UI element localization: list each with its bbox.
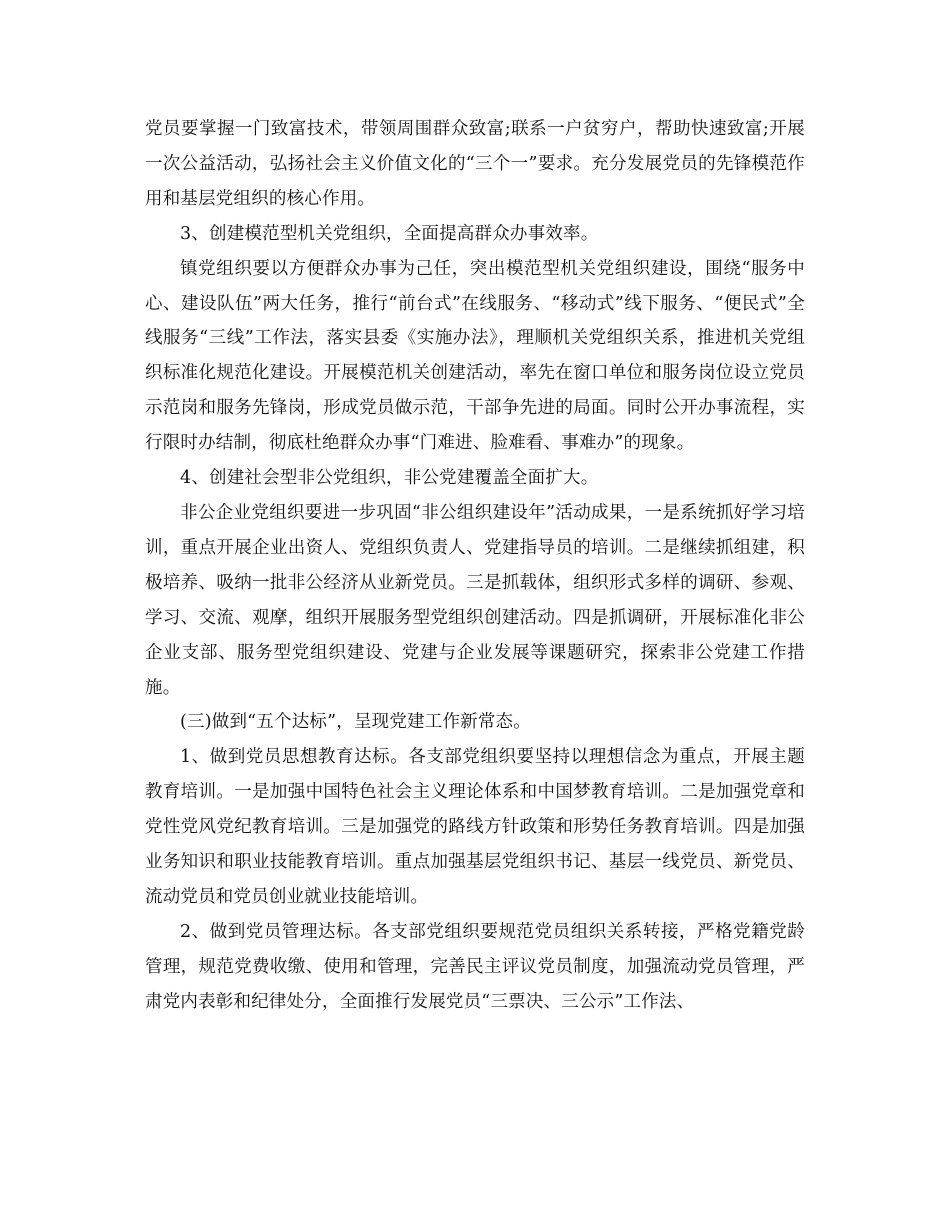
paragraph-party-members-wealth: 党员要掌握一门致富技术，带领周围群众致富;联系一户贫穷户，帮助快速致富;开展一次公益活动，弘扬社会主义价值文化的“三个一”要求。充分发展党员的先锋模范作用和基层党组织的核心作用。 — [145, 119, 805, 209]
heading-model-organ-party: 3、创建模范型机关党组织，全面提高群众办事效率。 — [180, 223, 599, 244]
paragraph-member-management: 2、做到党员管理达标。各支部党组织要规范党员组织关系转接，严格党籍党龄管理，规范党费收缴、使用和管理，完善民主评议党员制度，加强流动党员管理，严肃党内表彰和纪律处分，全面推行发展党员“三票决、三公示”工作法、 — [145, 921, 805, 1012]
paragraph-model-organ-party: 镇党组织要以方便群众办事为己任，突出模范型机关党组织建设，围绕“服务中心、建设队伍”两大任务，推行“前台式”在线服务、“移动式”线下服务、“便民式”全线服务“三线”工作法，落实县委《实施办法》，理顺机关党组织关系，推进机关党组织标准化规范化建设。开展模范机关创建活动，率先在窗口单位和服务岗位设立党员示范岗和服务先锋岗，形成党员做示范，干部争先进的局面。同时公开办事流程，实行限时办结制，彻底杜绝群众办事“门难进、脸难看、事难办”的现象。 — [145, 258, 805, 454]
heading-non-public-party: 4、创建社会型非公党组织，非公党建覆盖全面扩大。 — [180, 468, 599, 489]
heading-five-standards: (三)做到“五个达标”，呈现党建工作新常态。 — [180, 712, 531, 733]
paragraph-non-public-party: 非公企业党组织要进一步巩固“非公组织建设年”活动成果，一是系统抓好学习培训，重点开展企业出资人、党组织负责人、党建指导员的培训。二是继续抓组建，积极培养、吸纳一批非公经济从业新党员。三是抓载体，组织形式多样的调研、参观、学习、交流、观摩，组织开展服务型党组织创建活动。四是抓调研，开展标准化非公企业支部、服务型党组织建设、党建与企业发展等课题研究，探索非公党建工作措施。 — [145, 502, 805, 698]
document-body — [145, 112, 805, 1020]
paragraph-ideological-education: 1、做到党员思想教育达标。各支部党组织要坚持以理想信念为重点，开展主题教育培训。一是加强中国特色社会主义理论体系和中国梦教育培训。二是加强党章和党性党风党纪教育培训。三是加强党的路线方针政策和形势任务教育培训。四是加强业务知识和职业技能教育培训。重点加强基层党组织书记、基层一线党员、新党员、流动党员和党员创业就业技能培训。 — [145, 747, 805, 907]
